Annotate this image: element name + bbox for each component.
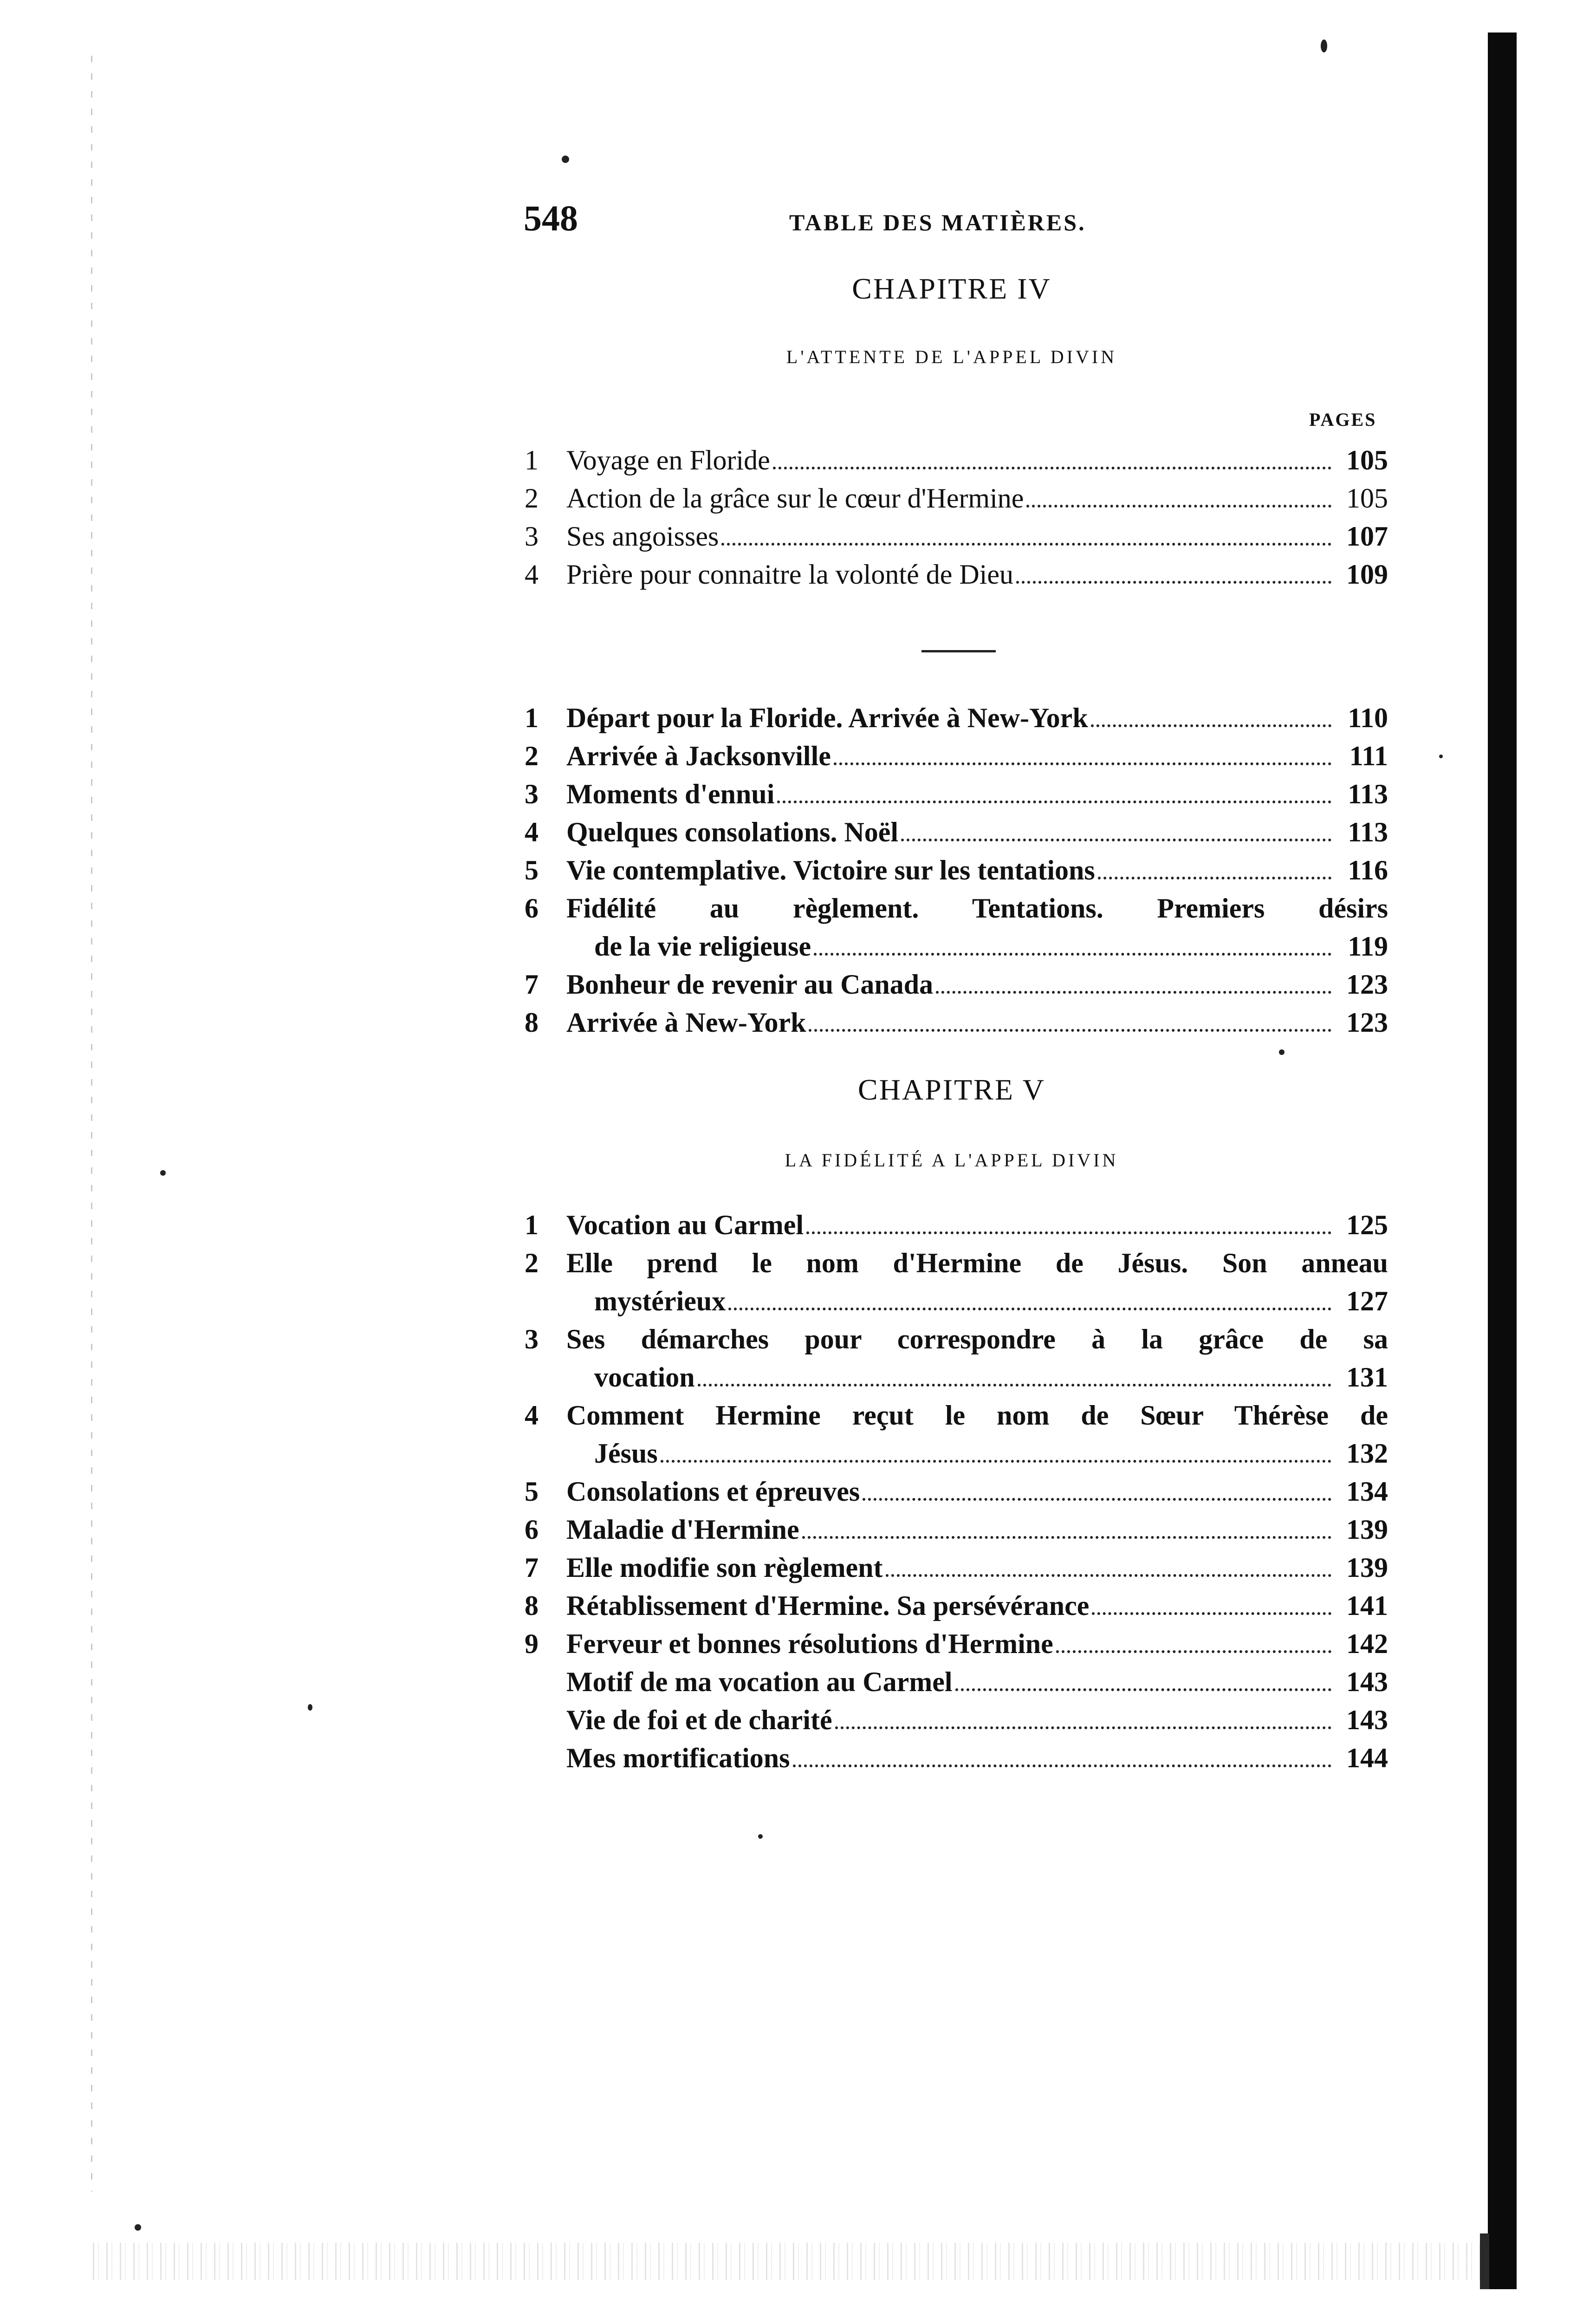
- entry-number: 1: [525, 1210, 538, 1240]
- dot-leader: [886, 1574, 1331, 1577]
- entry-title: Rétablissement d'Hermine. Sa persévérance: [566, 1590, 1090, 1621]
- toc-entry: [525, 1701, 1388, 1739]
- entry-title: Départ pour la Floride. Arrivée à New-York: [566, 703, 1088, 733]
- dot-leader: [809, 1029, 1331, 1032]
- toc-entry: [525, 517, 1388, 555]
- scan-speck: [308, 1704, 312, 1711]
- entry-title: Fidélité au règlement. Tentations. Premiers désirs: [566, 893, 1388, 924]
- entry-page: 113: [1348, 779, 1388, 809]
- entry-title: Consolations et épreuves: [566, 1476, 860, 1507]
- toc-entry: [525, 555, 1388, 593]
- dot-leader: [802, 1536, 1331, 1539]
- entry-title: Vocation au Carmel: [566, 1210, 804, 1240]
- entry-title: Action de la grâce sur le cœur d'Hermine: [566, 483, 1024, 514]
- scan-speck: [135, 2224, 141, 2231]
- toc-entry: [525, 1739, 1388, 1777]
- entry-title: Maladie d'Hermine: [566, 1514, 799, 1545]
- entry-title-continued: Jésus: [594, 1438, 658, 1469]
- entry-page: 142: [1346, 1628, 1388, 1659]
- scan-speck: [1279, 1049, 1285, 1055]
- dot-leader: [834, 762, 1331, 765]
- entry-page: 105: [1346, 445, 1388, 475]
- scan-margin-line: [91, 56, 92, 2192]
- dot-leader: [721, 543, 1331, 546]
- entry-page: 105: [1346, 483, 1388, 514]
- entry-title: Motif de ma vocation au Carmel: [566, 1667, 953, 1697]
- entry-page: 116: [1348, 855, 1388, 885]
- entry-number: 2: [525, 1248, 538, 1278]
- entry-page: 123: [1346, 1007, 1388, 1038]
- entry-page: 143: [1346, 1705, 1388, 1735]
- entry-number: 7: [525, 969, 538, 1000]
- entry-number: 7: [525, 1552, 538, 1583]
- toc-entry: [525, 1587, 1388, 1625]
- entry-title: Vie de foi et de charité: [566, 1705, 832, 1735]
- toc-entry: [525, 1625, 1388, 1663]
- entry-title: Mes mortifications: [566, 1743, 790, 1773]
- entry-page: 131: [1346, 1362, 1388, 1393]
- toc-entry: [525, 813, 1388, 851]
- entry-page: 139: [1346, 1514, 1388, 1545]
- toc-entry: [525, 1549, 1388, 1587]
- toc-entry: [525, 737, 1388, 775]
- entry-number: 1: [525, 703, 538, 733]
- entry-title: Bonheur de revenir au Canada: [566, 969, 934, 1000]
- entry-title: Quelques consolations. Noël: [566, 817, 899, 847]
- dot-leader: [955, 1688, 1331, 1691]
- entry-title: Ses angoisses: [566, 521, 719, 552]
- toc-entry: [525, 1244, 1388, 1320]
- entry-number: 1: [525, 445, 538, 475]
- scan-speck: [160, 1170, 166, 1176]
- dot-leader: [1092, 1612, 1331, 1615]
- entry-number: 6: [525, 893, 538, 924]
- entry-page: 144: [1346, 1743, 1388, 1773]
- entry-title: Vie contemplative. Victoire sur les tentations: [566, 855, 1095, 885]
- entry-title: Comment Hermine reçut le nom de Sœur Thérèse de: [566, 1400, 1388, 1431]
- dot-leader: [835, 1726, 1331, 1729]
- chapter-v-subtitle: LA FIDÉLITÉ A L'APPEL DIVIN: [785, 1150, 1119, 1171]
- scan-binding-edge: [1480, 2233, 1489, 2289]
- toc-entry: [525, 479, 1388, 517]
- entry-page: 143: [1346, 1667, 1388, 1697]
- dot-leader: [814, 953, 1331, 956]
- chapter-iv-title: CHAPITRE IV: [852, 272, 1051, 305]
- pages-column-label: PAGES: [1309, 409, 1377, 430]
- chapter-iv-subtitle: L'ATTENTE DE L'APPEL DIVIN: [786, 346, 1117, 367]
- entry-title-continued: de la vie religieuse: [594, 931, 811, 962]
- page-number: 548: [524, 198, 578, 238]
- entry-title: Elle modifie son règlement: [566, 1552, 883, 1583]
- dot-leader: [901, 839, 1331, 841]
- chapter-v-title: CHAPITRE V: [858, 1073, 1045, 1106]
- dot-leader: [936, 991, 1331, 994]
- toc-entry: [525, 1510, 1388, 1549]
- scan-speck: [1321, 39, 1327, 52]
- dot-leader: [1098, 877, 1331, 879]
- entry-page: 110: [1348, 703, 1388, 733]
- dot-leader: [777, 801, 1331, 803]
- entry-number: 4: [525, 559, 538, 590]
- toc-entry: [525, 441, 1388, 479]
- entry-title: Prière pour connaitre la volonté de Dieu: [566, 559, 1013, 590]
- entry-page: 111: [1349, 741, 1388, 771]
- entry-number: 4: [525, 1400, 538, 1431]
- dot-leader: [728, 1308, 1331, 1310]
- toc-entry: [525, 1472, 1388, 1510]
- dot-leader: [793, 1764, 1331, 1767]
- entry-number: 3: [525, 521, 538, 552]
- entry-title: Elle prend le nom d'Hermine de Jésus. Son anneau: [566, 1248, 1388, 1278]
- running-title: TABLE DES MATIÈRES.: [789, 209, 1086, 235]
- scan-speck: [758, 1834, 763, 1839]
- section-divider: [921, 650, 996, 652]
- dot-leader: [661, 1460, 1331, 1463]
- toc-entry: [525, 699, 1388, 737]
- entry-number: 9: [525, 1628, 538, 1659]
- entry-page: 119: [1348, 931, 1388, 962]
- entry-number: 2: [525, 483, 538, 514]
- entry-number: 8: [525, 1590, 538, 1621]
- toc-entry: [525, 1003, 1388, 1042]
- entry-page: 107: [1346, 521, 1388, 552]
- entry-number: 3: [525, 1324, 538, 1354]
- entry-page: 139: [1346, 1552, 1388, 1583]
- toc-entry: [525, 775, 1388, 813]
- toc-entry: [525, 889, 1388, 965]
- toc-entry: [525, 1396, 1388, 1472]
- scan-speck: [1439, 755, 1443, 758]
- toc-entry: [525, 965, 1388, 1003]
- scan-speck: [562, 156, 569, 163]
- dot-leader: [1091, 724, 1331, 727]
- entry-number: 3: [525, 779, 538, 809]
- entry-number: 8: [525, 1007, 538, 1038]
- dot-leader: [773, 467, 1331, 469]
- entry-title: Moments d'ennui: [566, 779, 775, 809]
- entry-page: 141: [1346, 1590, 1388, 1621]
- dot-leader: [806, 1231, 1331, 1234]
- entry-number: 5: [525, 1476, 538, 1507]
- toc-entry: [525, 1663, 1388, 1701]
- entry-number: 4: [525, 817, 538, 847]
- entry-page: 123: [1346, 969, 1388, 1000]
- toc-entry: [525, 1206, 1388, 1244]
- entry-title-continued: vocation: [594, 1362, 695, 1393]
- entry-number: 5: [525, 855, 538, 885]
- entry-title: Arrivée à Jacksonville: [566, 741, 831, 771]
- entry-page: 127: [1346, 1286, 1388, 1316]
- scan-binding-shadow: [1488, 33, 1517, 2289]
- scan-noise-strip: [93, 2243, 1481, 2280]
- entry-number: 2: [525, 741, 538, 771]
- entry-title: Ses démarches pour correspondre à la grâce de sa: [566, 1324, 1388, 1354]
- toc-entry: [525, 851, 1388, 889]
- toc-entry: [525, 1320, 1388, 1396]
- dot-leader: [1026, 505, 1331, 508]
- entry-page: 113: [1348, 817, 1388, 847]
- entry-page: 132: [1346, 1438, 1388, 1469]
- entry-title: Arrivée à New-York: [566, 1007, 806, 1038]
- dot-leader: [1016, 581, 1331, 584]
- dot-leader: [698, 1384, 1331, 1387]
- dot-leader: [1056, 1650, 1331, 1653]
- entry-page: 134: [1346, 1476, 1388, 1507]
- dot-leader: [863, 1498, 1331, 1501]
- entry-title-continued: mystérieux: [594, 1286, 726, 1316]
- entry-page: 125: [1346, 1210, 1388, 1240]
- entry-title: Ferveur et bonnes résolutions d'Hermine: [566, 1628, 1053, 1659]
- entry-page: 109: [1346, 559, 1388, 590]
- entry-title: Voyage en Floride: [566, 445, 770, 475]
- entry-number: 6: [525, 1514, 538, 1545]
